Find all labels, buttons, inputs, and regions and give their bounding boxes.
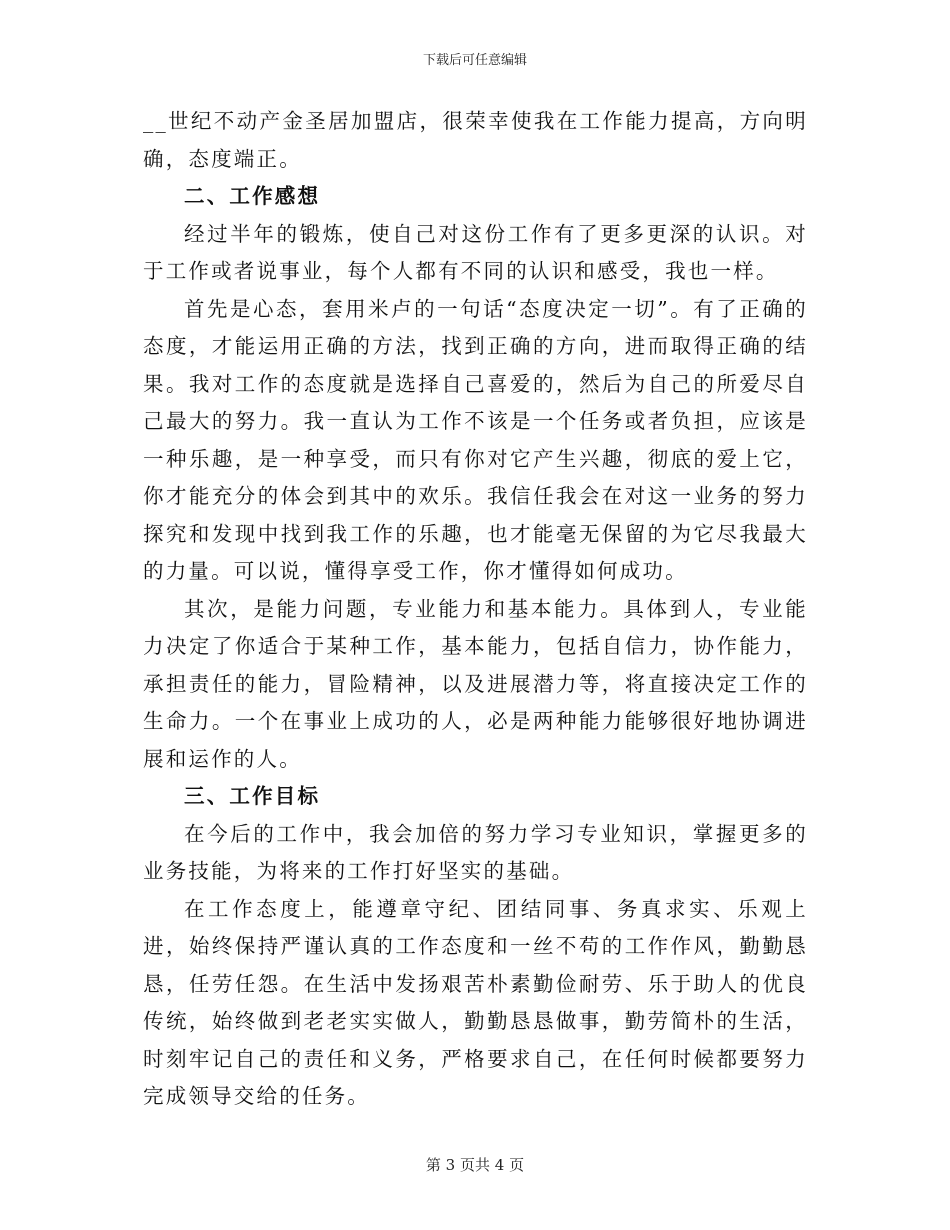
paragraph-attitude: 首先是心态，套用米卢的一句话“态度决定一切”。有了正确的态度，才能运用正确的方法，找到正确的方向，进而取得正确的结果。我对工作的态度就是选择自己喜爱的，然后为自己的所爱尽自己最大的努力。我一直认为工作不该是一个任务或者负担，应该是一种乐趣，是一种享受，而只有你对它产生兴趣，彻底的爱上它，你才能充分的体会到其中的欢乐。我信任我会在对这一业务的努力探究和发现中找到我工作的乐趣，也才能毫无保留的为它尽我最大的力量。可以说，懂得享受工作，你才懂得如何成功。 (143, 296, 808, 583)
section-heading-work-reflections: 二、工作感想 (184, 184, 321, 208)
section-heading-work-goals: 三、工作目标 (184, 784, 321, 808)
paragraph-goals-attitude: 在工作态度上，能遵章守纪、团结同事、务真求实、乐观上进，始终保持严谨认真的工作态度和一丝不苟的工作作风，勤勤恳恳，任劳任怨。在生活中发扬艰苦朴素勤俭耐劳、乐于助人的优良传统，始终做到老老实实做人，勤勤恳恳做事，勤劳简朴的生活，时刻牢记自己的责任和义务，严格要求自己，在任何时候都要努力完成领导交给的任务。 (143, 896, 808, 1108)
page-header: 下载后可任意编辑 (422, 53, 527, 68)
document-body (143, 103, 808, 1116)
paragraph-intro-continuation: __世纪不动产金圣居加盟店，很荣幸使我在工作能力提高，方向明确，态度端正。 (143, 109, 808, 171)
paragraph-reflections-intro: 经过半年的锻炼，使自己对这份工作有了更多更深的认识。对于工作或者说事业，每个人都有不同的认识和感受，我也一样。 (143, 221, 808, 283)
page-footer-page-number: 第 3 页共 4 页 (425, 1156, 525, 1174)
paragraph-goals-study: 在今后的工作中，我会加倍的努力学习专业知识，掌握更多的业务技能，为将来的工作打好坚实的基础。 (143, 821, 808, 883)
paragraph-ability: 其次，是能力问题，专业能力和基本能力。具体到人，专业能力决定了你适合于某种工作，基本能力，包括自信力，协作能力，承担责任的能力，冒险精神，以及进展潜力等，将直接决定工作的生命力。一个在事业上成功的人，必是两种能力能够很好地协调进展和运作的人。 (143, 596, 808, 771)
